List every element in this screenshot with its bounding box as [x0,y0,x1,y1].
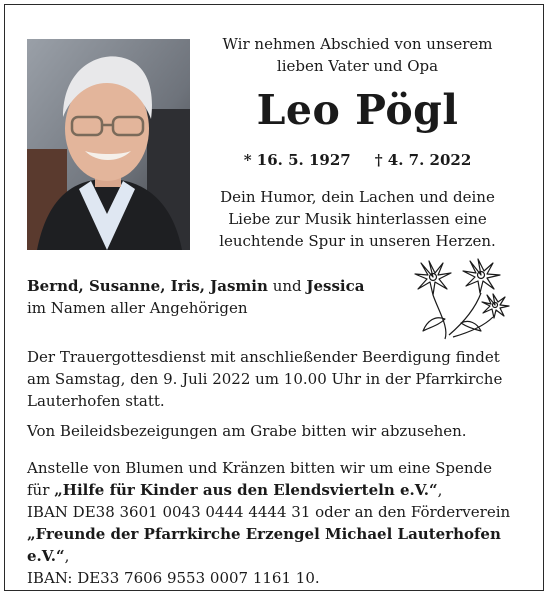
service-info [27,346,527,412]
intro-line: Wir nehmen Abschied von unserem [222,35,493,53]
donation-iban-1: IBAN DE38 3601 0043 0444 4444 31 oder an den Förderverein [27,503,511,521]
portrait-photo [27,39,190,250]
donation-charity: „Hilfe für Kinder aus den Elendsvierteln e.V.“ [54,481,438,499]
memorial-quote [210,186,505,252]
deceased-name: Leo Pögl [256,86,459,134]
donation-comma: , [437,481,443,499]
donation-line [27,479,527,501]
mourners-last-name: Jessica [306,277,365,295]
quote-line: Liebe zur Musik hinterlassen eine [228,210,487,228]
donation-prefix: für [27,481,55,499]
condolence-note: Von Beileidsbezeigungen am Grabe bitten wir abzusehen. [27,422,467,440]
death-date: † 4. 7. 2022 [374,151,472,169]
service-line: am Samstag, den 9. Juli 2022 um 10.00 Uhr in der Pfarrkirche [27,370,503,388]
obituary-card [4,4,544,591]
mourners-block [27,275,397,319]
service-line: Der Trauergottesdienst mit anschließender Beerdigung findet [27,348,500,366]
mourners-subline: im Namen aller Angehörigen [27,299,248,317]
mourners-connector: und [267,277,307,295]
donation-info [27,457,527,589]
intro-line: lieben Vater und Opa [276,57,439,75]
donation-iban-2: IBAN: DE33 7606 9553 0007 1161 10. [27,569,320,587]
donation-association: „Freunde der Pfarrkirche Erzengel Michael Lauterhofen e.V.“ [27,525,501,565]
life-dates [210,149,505,171]
mourners-names-bold: Bernd, Susanne, Iris, Jasmin [27,277,268,295]
mourners-names [27,275,397,297]
donation-comma: , [64,547,70,565]
intro-text [210,33,505,77]
service-line: Lauterhofen statt. [27,392,165,410]
donation-line: Anstelle von Blumen und Kränzen bitten wir um eine Spende [27,459,493,477]
quote-line: leuchtende Spur in unseren Herzen. [219,232,496,250]
birth-date: * 16. 5. 1927 [243,151,351,169]
donation-line [27,523,527,567]
edelweiss-icon [405,257,517,341]
quote-line: Dein Humor, dein Lachen und deine [220,188,495,206]
